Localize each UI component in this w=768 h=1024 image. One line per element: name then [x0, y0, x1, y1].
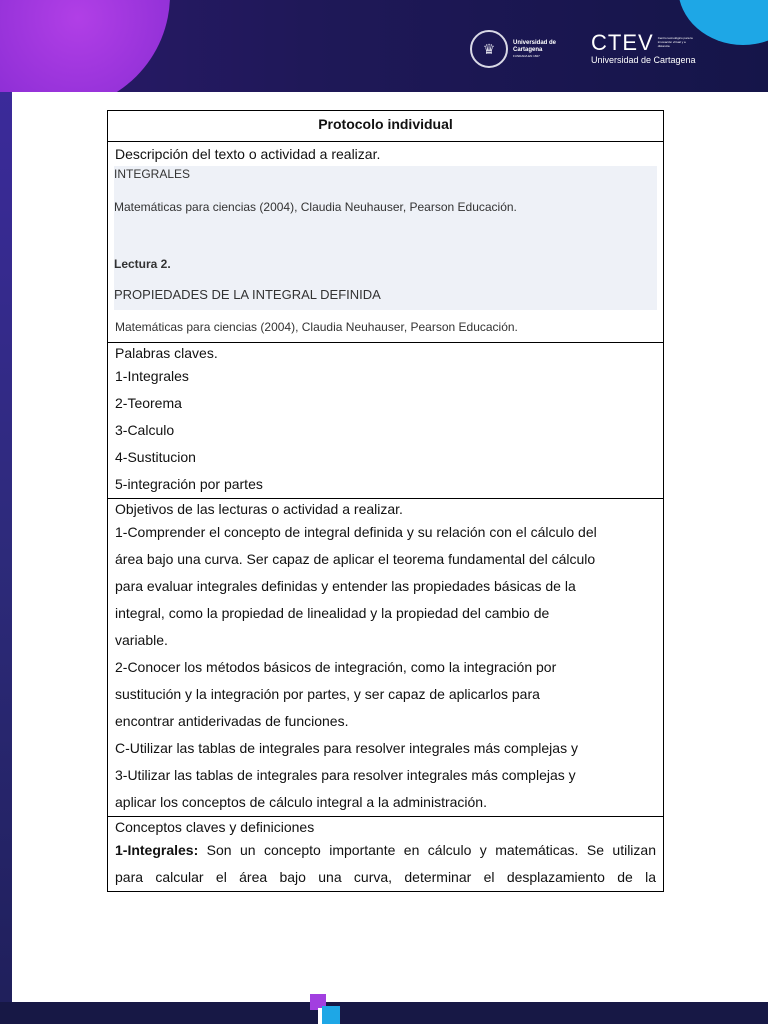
- topic-propiedades: PROPIEDADES DE LA INTEGRAL DEFINIDA: [114, 287, 381, 302]
- description-shaded-block: [114, 166, 657, 310]
- objective-line: área bajo una curva. Ser capaz de aplicar el teorema fundamental del cálculo: [115, 551, 596, 567]
- keyword-item: 4-Sustitucion: [115, 449, 196, 465]
- cyan-square-decor: [322, 1006, 340, 1024]
- ctev-logo: [591, 30, 696, 65]
- header-background: [0, 0, 768, 92]
- purple-decor-shape: [0, 0, 170, 92]
- objective-line: 2-Conocer los métodos básicos de integración, como la integración por: [115, 659, 557, 675]
- table-title: Protocolo individual: [108, 111, 664, 142]
- objective-line: encontrar antiderivadas de funciones.: [115, 713, 349, 729]
- objective-line: variable.: [115, 632, 168, 648]
- logos-area: [470, 30, 696, 68]
- topic-integrales: INTEGRALES: [114, 167, 191, 181]
- table-title-row: [108, 111, 664, 142]
- keywords-cell: [108, 343, 664, 499]
- concepts-cell: [108, 817, 664, 892]
- white-bar-decor: [318, 1008, 322, 1024]
- objective-line: C-Utilizar las tablas de integrales para resolver integrales más complejas y: [115, 740, 578, 756]
- concept-line: [115, 837, 656, 864]
- objectives-row: [108, 499, 664, 817]
- concept-term: 1-Integrales:: [115, 842, 199, 858]
- ctev-tagline: Centro tecnológico para la innovación virtual y a distancia: [657, 36, 693, 48]
- protocol-table: [107, 110, 664, 892]
- objectives-cell: [108, 499, 664, 817]
- concepts-row: [108, 817, 664, 892]
- objective-line: 1-Comprender el concepto de integral definida y su relación con el cálculo del: [115, 524, 597, 540]
- objective-line: sustitución y la integración por partes, y ser capaz de aplicarlos para: [115, 686, 540, 702]
- keyword-item: 3-Calculo: [115, 422, 175, 438]
- university-logo-text: [513, 40, 561, 59]
- concept-line: para calcular el área bajo una curva, determinar el desplazamiento de la: [115, 869, 656, 885]
- description-cell: [108, 142, 664, 343]
- objective-line: para evaluar integrales definidas y entender las propiedades básicas de la: [115, 578, 576, 594]
- keyword-item: 5-integración por partes: [115, 476, 263, 492]
- concepts-heading: Conceptos claves y definiciones: [115, 819, 315, 835]
- footer-bar: [0, 1002, 768, 1024]
- document-page: [12, 92, 768, 1002]
- objective-line: aplicar los conceptos de cálculo integral a la administración.: [115, 794, 487, 810]
- reading-label: Lectura 2.: [114, 257, 171, 271]
- university-name: Universidad de Cartagena: [513, 39, 557, 53]
- objective-line: integral, como la propiedad de linealidad y la propiedad del cambio de: [115, 605, 550, 621]
- reference-1: Matemáticas para ciencias (2004), Claudia Neuhauser, Pearson Educación.: [114, 200, 517, 214]
- keywords-heading: Palabras claves.: [115, 345, 218, 361]
- description-row: [108, 142, 664, 343]
- keywords-row: [108, 343, 664, 499]
- university-founded: FUNDADA EN 1827: [513, 53, 540, 58]
- objective-line: 3-Utilizar las tablas de integrales para resolver integrales más complejas y: [115, 767, 576, 783]
- university-seal-icon: ♛: [470, 30, 508, 68]
- keyword-item: 2-Teorema: [115, 395, 182, 411]
- description-heading: Descripción del texto o actividad a realizar.: [115, 146, 381, 162]
- keyword-item: 1-Integrales: [115, 368, 189, 384]
- ctev-university: Universidad de Cartagena: [591, 55, 696, 65]
- concept-text: Son un concepto importante en cálculo y matemáticas. Se utilizan: [198, 842, 656, 858]
- ctev-wordmark: CTEV: [591, 30, 654, 55]
- objectives-heading: Objetivos de las lecturas o actividad a realizar.: [115, 501, 403, 517]
- reference-2: Matemáticas para ciencias (2004), Claudia Neuhauser, Pearson Educación.: [115, 320, 518, 334]
- left-decor-bar: [0, 92, 12, 1024]
